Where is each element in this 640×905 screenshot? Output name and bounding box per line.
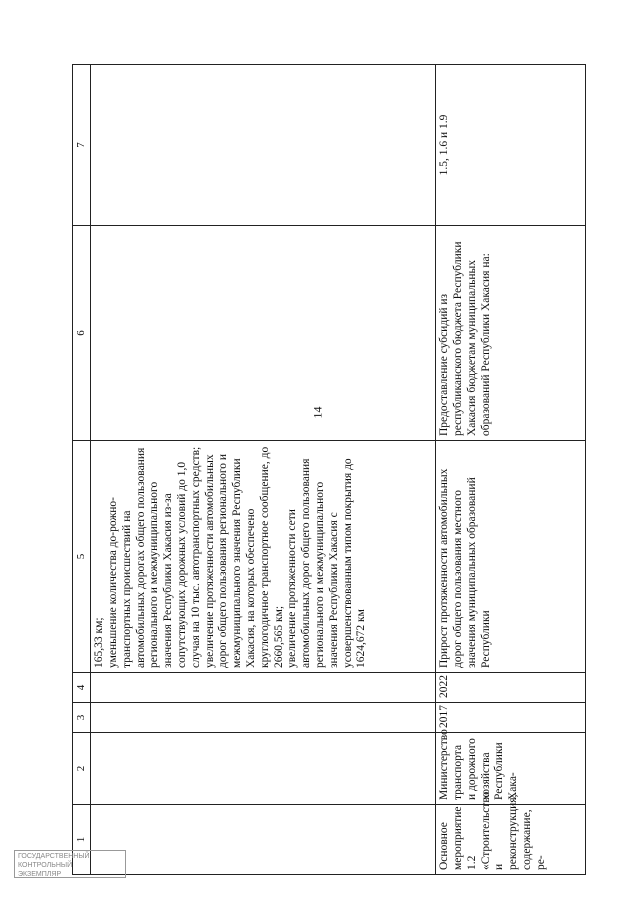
result-text: увеличение протяженности автомобильных дорог общего пользования регионального и межмуниципального значения Республики Хакасия, на которых обеспечено круглогодичное транспортное сообщение, до 2660,565 км; (203, 446, 285, 668)
table-cell (91, 733, 436, 805)
header-cell: 1 (73, 805, 91, 875)
header-cell: 5 (73, 441, 91, 673)
end-year-cell: 2022 (436, 673, 586, 703)
program-table (72, 64, 586, 875)
header-cell: 6 (73, 226, 91, 441)
page-number: 14 (310, 406, 325, 419)
table-cell (91, 65, 436, 226)
header-cell: 3 (73, 703, 91, 733)
executor-cell: Министерство транспорта и дорожного хозяйства Республики Хака- (436, 733, 586, 805)
indicators-cell: 1.5, 1.6 и 1.9 (436, 65, 586, 226)
header-cell: 7 (73, 65, 91, 226)
result-text: уменьшение количества до-рожно-транспортных происшествий на автомобильных дорогах общего пользования регионального и межмуниципального значения Республики Хакасия из-за сопутствующих дорожных условий до 1,0 случая на 10 тыс. автотранспортных средств; (106, 446, 202, 668)
stamp-line: ГОСУДАРСТВЕННЫЙ (18, 853, 90, 860)
result-text: увеличение протяженности сети автомобильных дорог общего пользования регионального и межмуниципального значения Республики Хакасия с усовершенствованным типом покрытия до 1624,672 км (286, 458, 368, 668)
header-cell: 2 (73, 733, 91, 805)
results-cell (91, 441, 436, 673)
stamp-line: ЭКЗЕМПЛЯР (18, 871, 62, 878)
table-cell (91, 703, 436, 733)
result-text: 165,33 км; (93, 617, 106, 668)
start-year-cell: 2017 (436, 703, 586, 733)
measure-name-cell: Основное мероприятие 1.2 «Строительство и реконструкция, содержание, ре- (436, 805, 586, 875)
table-row (436, 65, 586, 875)
results-cell: Прирост протяженности автомобильных дорог общего пользования местного значения муниципальных образований Республики (436, 441, 586, 673)
table-cell (91, 226, 436, 441)
stamp-line: КОНТРОЛЬНЫЙ (18, 862, 73, 869)
header-row (73, 65, 91, 875)
table-row (91, 65, 436, 875)
program-table-rotated (72, 65, 622, 875)
table-cell (91, 805, 436, 875)
registry-stamp (14, 850, 126, 878)
table-cell (91, 673, 436, 703)
header-cell: 4 (73, 673, 91, 703)
directions-cell: Предоставление субсидий из республиканского бюджета Республики Хакасия бюджетам муниципальных образований Республики Хакасия на: (436, 226, 586, 441)
